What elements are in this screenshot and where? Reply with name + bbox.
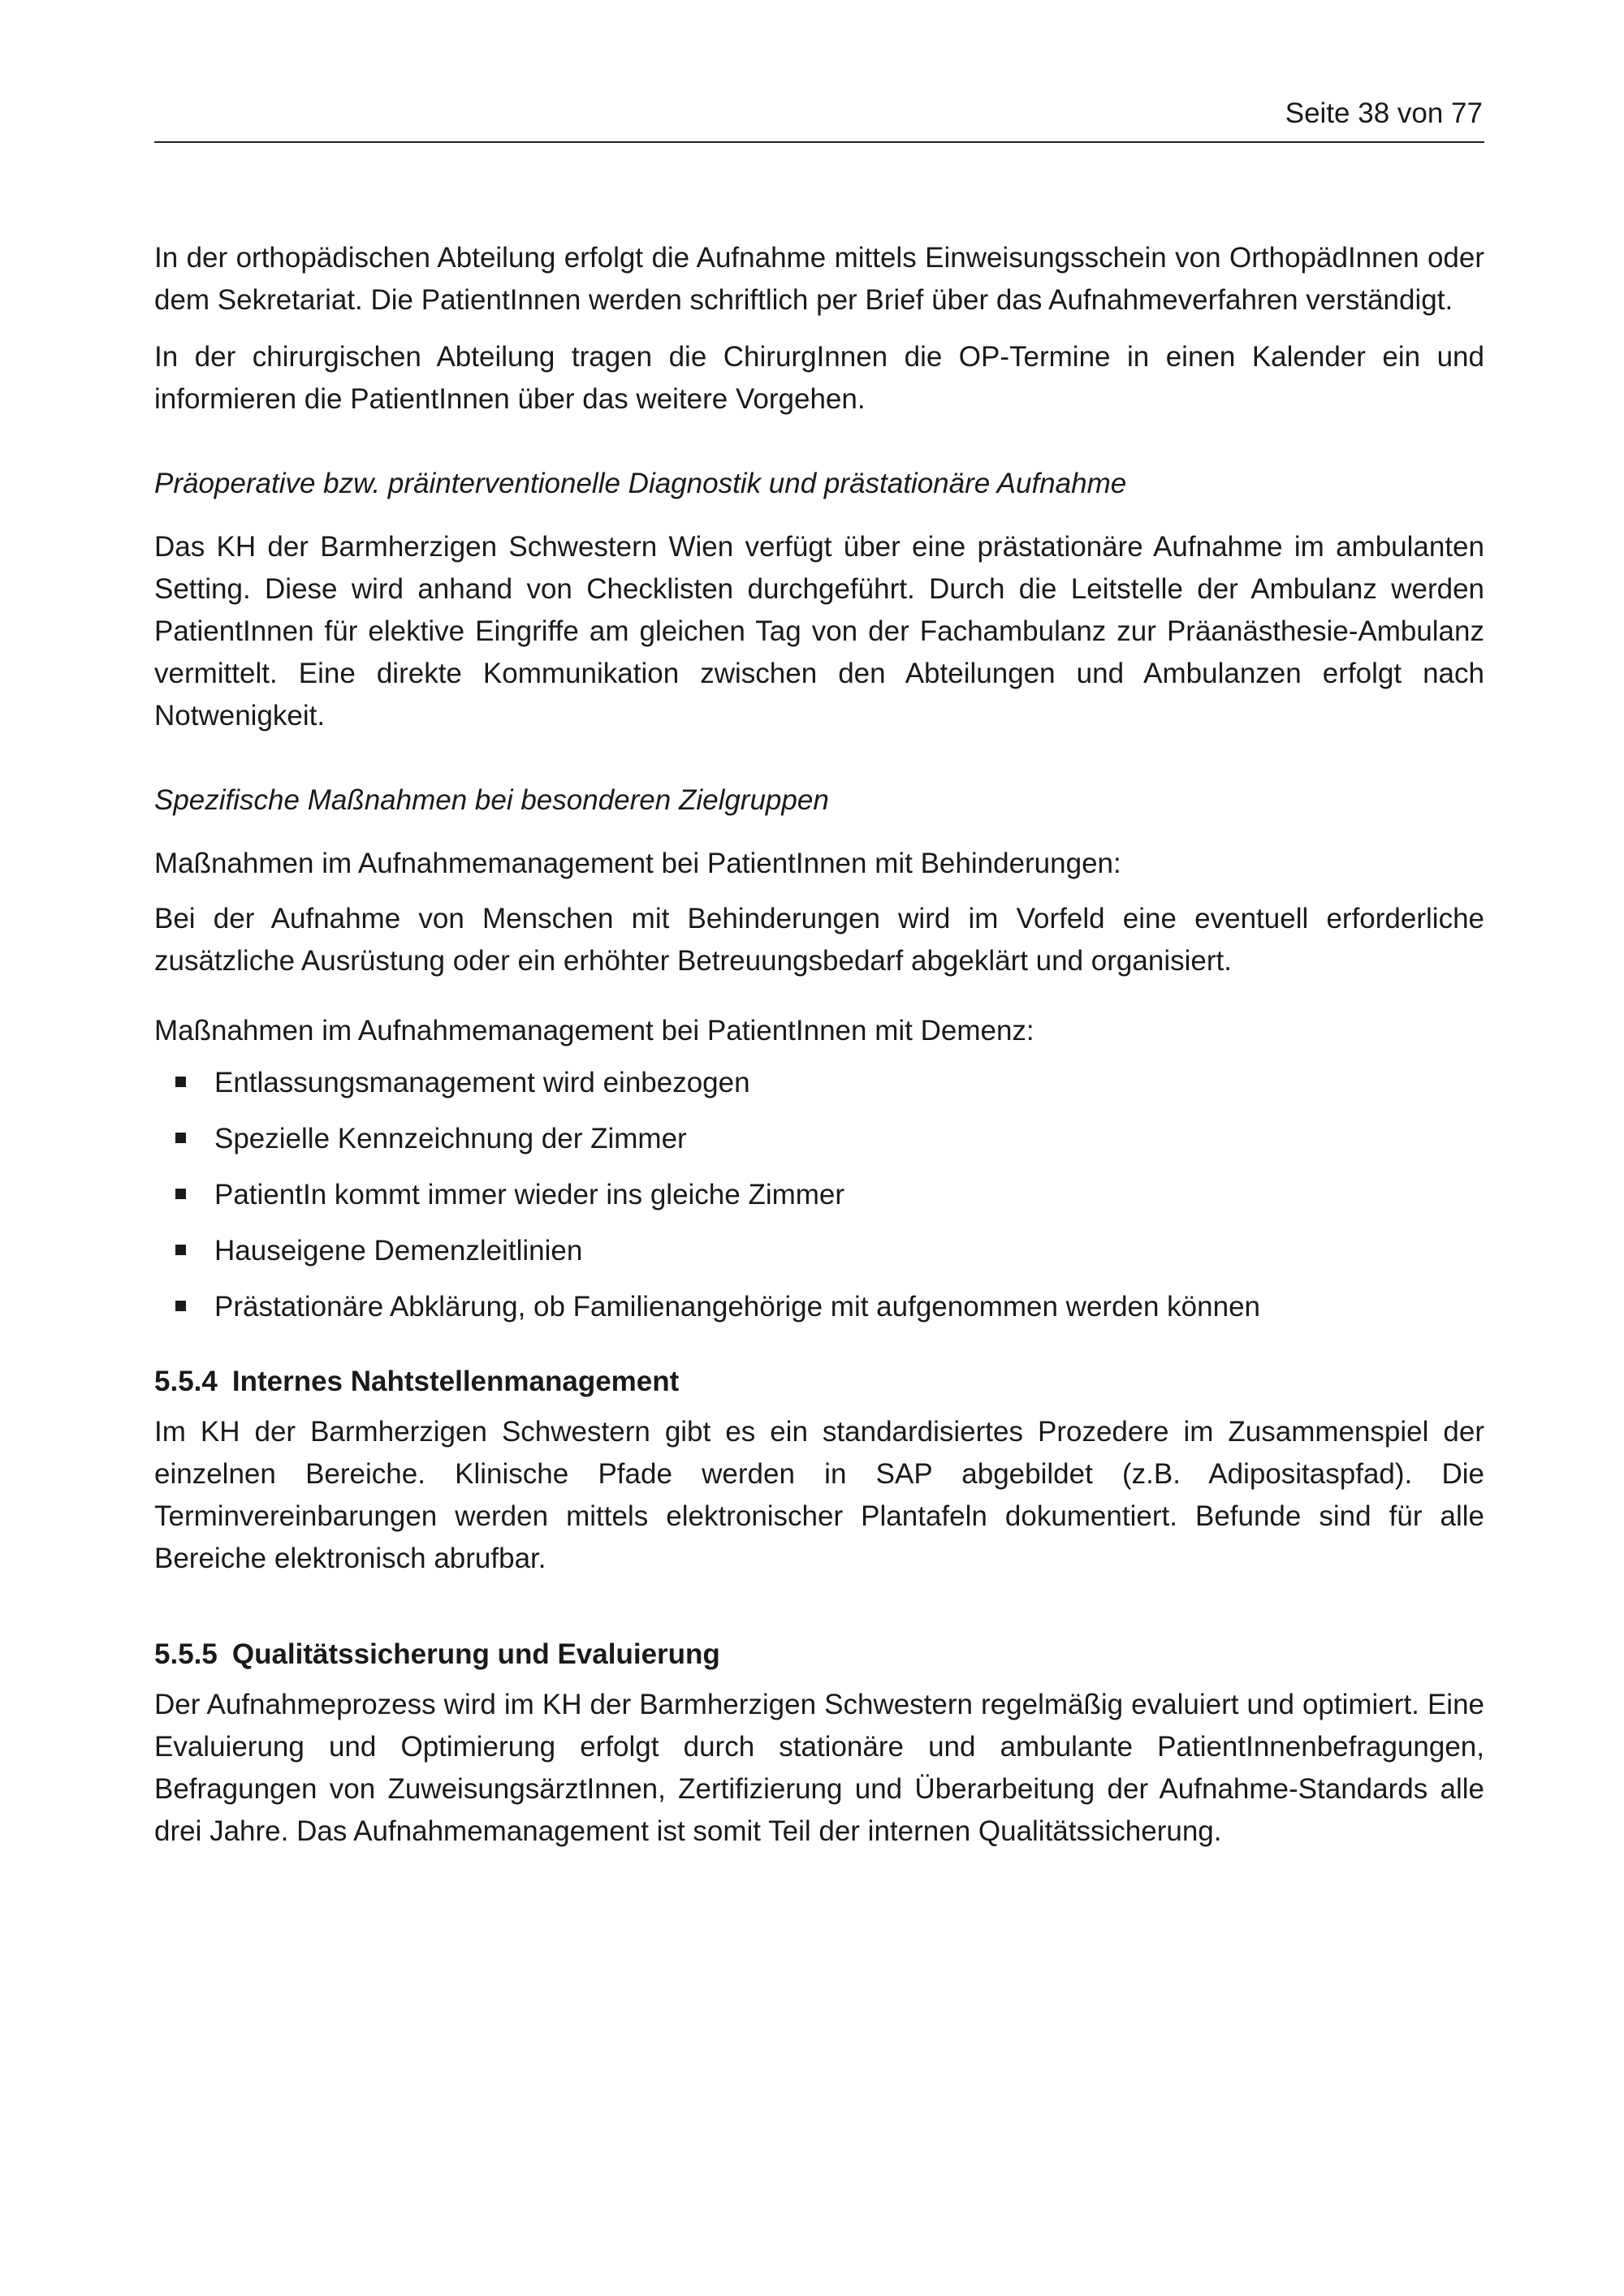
dementia-measures-list xyxy=(154,1062,1484,1328)
page-content xyxy=(154,237,1484,1853)
subheading-preoperative-diagnostics: Präoperative bzw. präinterventionelle Diagnostik und prästationäre Aufnahme xyxy=(154,468,1127,499)
square-bullet-icon xyxy=(175,1301,186,1311)
section-heading-555 xyxy=(154,1634,1484,1676)
disabilities-intro: Maßnahmen im Aufnahmemanagement bei PatientInnen mit Behinderungen: xyxy=(154,848,1121,879)
section-number: 5.5.4 xyxy=(154,1366,218,1397)
list-item xyxy=(154,1174,1484,1216)
disabilities-text: Bei der Aufnahme von Menschen mit Behinderungen wird im Vorfeld eine eventuell erforderliche zusätzliche Ausrüstung oder ein erhöhter Betreuungsbedarf abgeklärt und organisiert. xyxy=(154,903,1484,977)
dementia-intro: Maßnahmen im Aufnahmemanagement bei PatientInnen mit Demenz: xyxy=(154,1015,1034,1047)
list-item-text: Entlassungsmanagement wird einbezogen xyxy=(214,1067,750,1098)
list-item-text: Spezielle Kennzeichnung der Zimmer xyxy=(214,1123,687,1154)
square-bullet-icon xyxy=(175,1189,186,1199)
square-bullet-icon xyxy=(175,1077,186,1087)
section-title: Internes Nahtstellenmanagement xyxy=(231,1366,680,1397)
paragraph-orthopaedic-admission: In der orthopädischen Abteilung erfolgt die Aufnahme mittels Einweisungsschein von OrthopädInnen oder dem Sekretariat. Die PatientInnen werden schriftlich per Brief über das Aufnahmeverfahren verständigt. xyxy=(154,242,1484,316)
subheading-target-groups: Spezifische Maßnahmen bei besonderen Zielgruppen xyxy=(154,784,829,816)
list-item xyxy=(154,1062,1484,1104)
square-bullet-icon xyxy=(175,1245,186,1255)
list-item-text: PatientIn kommt immer wieder ins gleiche Zimmer xyxy=(214,1179,845,1211)
paragraph-preoperative: Das KH der Barmherzigen Schwestern Wien verfügt über eine prästationäre Aufnahme im ambulanten Setting. Diese wird anhand von Checklisten durchgeführt. Durch die Leitstelle der Ambulanz werden PatientInnen für elektive Eingriffe am gleichen Tag von der Fachambulanz zur Präanästhesie-Ambulanz vermittelt. Eine direkte Kommunikation zwischen den Abteilungen und Ambulanzen erfolgt nach Notwenigkeit. xyxy=(154,531,1484,732)
paragraph-surgical-admission: In der chirurgischen Abteilung tragen die ChirurgInnen die OP-Termine in einen Kalender ein und informieren die PatientInnen über das weitere Vorgehen. xyxy=(154,341,1484,415)
section-heading-554 xyxy=(154,1361,1484,1403)
list-item xyxy=(154,1286,1484,1328)
page-header xyxy=(154,91,1484,143)
section-title: Qualitätssicherung und Evaluierung xyxy=(231,1638,720,1670)
list-item xyxy=(154,1230,1484,1272)
list-item xyxy=(154,1118,1484,1160)
section-number: 5.5.5 xyxy=(154,1638,218,1670)
paragraph-interface-management: Im KH der Barmherzigen Schwestern gibt es ein standardisiertes Prozedere im Zusammenspiel der einzelnen Bereiche. Klinische Pfade werden in SAP abgebildet (z.B. Adipositaspfad). Die Terminvereinbarungen werden mittels elektronischer Plantafeln dokumentiert. Befunde sind für alle Bereiche elektronisch abrufbar. xyxy=(154,1416,1484,1574)
paragraph-quality-assurance: Der Aufnahmeprozess wird im KH der Barmherzigen Schwestern regelmäßig evaluiert und optimiert. Eine Evaluierung und Optimierung erfolgt durch stationäre und ambulante PatientInnenbefragungen, Befragungen von ZuweisungsärztInnen, Zertifizierung und Überarbeitung der Aufnahme-Standards alle drei Jahre. Das Aufnahmemanagement ist somit Teil der internen Qualitätssicherung. xyxy=(154,1689,1484,1847)
page-number: Seite 38 von 77 xyxy=(1285,97,1483,129)
square-bullet-icon xyxy=(175,1133,186,1143)
list-item-text: Prästationäre Abklärung, ob Familienangehörige mit aufgenommen werden können xyxy=(214,1291,1261,1323)
list-item-text: Hauseigene Demenzleitlinien xyxy=(214,1235,583,1267)
